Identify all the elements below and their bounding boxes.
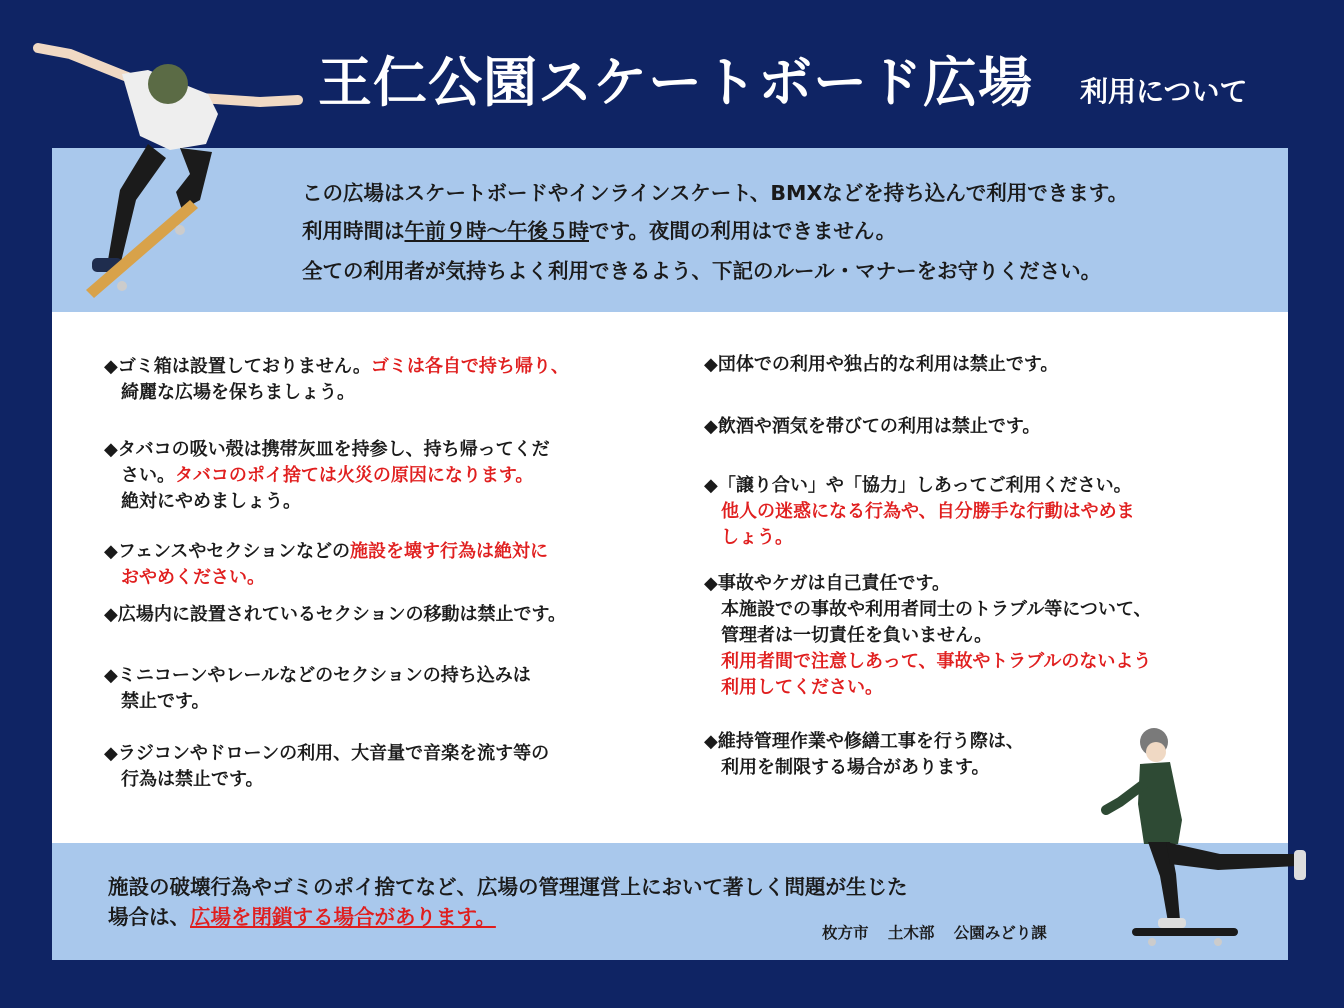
rule-left-facility: ◆フェンスやセクションなどの施設を壊す行為は絶対に おやめください。 [104, 541, 549, 588]
rule-left-tobacco: ◆タバコの吸い殻は携帯灰皿を持参し、持ち帰ってくだ さい。タバコのポイ捨ては火災の原因になります。 絶対にやめましょう。 [104, 439, 550, 512]
rule-right-maintenance: ◆維持管理作業や修繕工事を行う際は、 利用を制限する場合があります。 [704, 731, 1024, 778]
rule-left-section-move: ◆広場内に設置されているセクションの移動は禁止です。 [104, 604, 567, 625]
rule-left-noise: ◆ラジコンやドローンの利用、大音量で音楽を流す等の 行為は禁止です。 [104, 743, 550, 790]
issuer-credit: 枚方市 土木部 公園みどり課 [822, 924, 1047, 942]
rule-left-bring-in: ◆ミニコーンやレールなどのセクションの持ち込みは 禁止です。 [104, 665, 531, 712]
footer-line-1: 施設の破壊行為やゴミのポイ捨てなど、広場の管理運営上において著しく問題が生じた [108, 875, 908, 899]
closure-warning: 広場を閉鎖する場合があります。 [190, 905, 496, 929]
intro-line-3: 全ての利用者が気持ちよく利用できるよう、下記のルール・マナーをお守りください。 [302, 259, 1102, 283]
page-title: 王仁公園スケートボード広場 [318, 51, 1033, 114]
rule-right-responsibility: ◆事故やケガは自己責任です。 本施設での事故や利用者同士のトラブル等について、 管理者は一切責任を負いません。 利用者間で注意しあって、事故やトラブルのないよう 利用してください。 [704, 573, 1152, 698]
opening-hours: 午前９時～午後５時 [404, 219, 589, 243]
page-subtitle: 利用について [1080, 75, 1248, 108]
rule-right-alcohol: ◆飲酒や酒気を帯びての利用は禁止です。 [704, 416, 1041, 437]
skateboarder-jumping-icon [30, 40, 320, 300]
intro-line-1: この広場はスケートボードやインラインスケート、BMXなどを持ち込んで利用できます。 [302, 181, 1129, 205]
intro-line-2: 利用時間は午前９時～午後５時です。夜間の利用はできません。 [302, 219, 897, 243]
rule-right-group: ◆団体での利用や独占的な利用は禁止です。 [704, 354, 1059, 375]
footer-line-2: 場合は、広場を閉鎖する場合があります。 [108, 905, 496, 929]
skateboarder-pushing-icon [1100, 724, 1320, 954]
rule-left-garbage: ◆ゴミ箱は設置しておりません。ゴミは各自で持ち帰り、 綺麗な広場を保ちましょう。 [104, 356, 569, 403]
rule-right-cooperate: ◆「譲り合い」や「協力」しあってご利用ください。 他人の迷惑になる行為や、自分勝手な行動はやめま しょう。 [704, 475, 1135, 548]
